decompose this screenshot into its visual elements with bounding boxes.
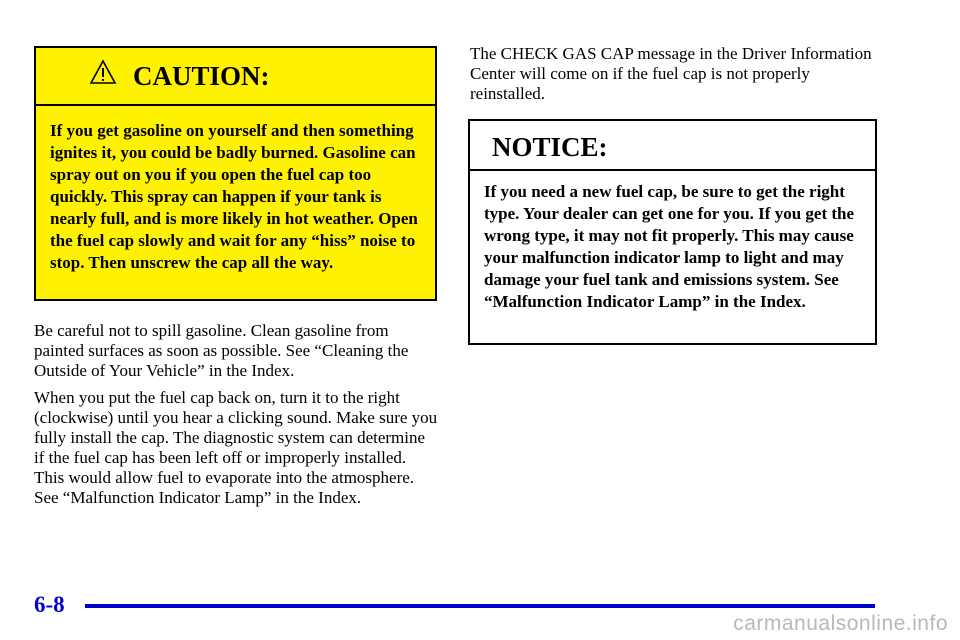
footer-rule [85,604,875,608]
paragraph-fuel-cap-install: When you put the fuel cap back on, turn it to the right (clockwise) until you hear a clicking sound. Make sure you fully install the cap. The diagnostic system can determine if the fuel cap has been left off or improperly installed. This would allow fuel to evaporate into the atmosphere. See “Malfunction Indicator Lamp” in the Index. [34,388,438,507]
caution-text: If you get gasoline on yourself and then something ignites it, you could be badly burned. Gasoline can spray out on you if you open the fuel cap too quickly. This spray can happen if your tank is nearly full, and is more likely in hot weather. Open the fuel cap slowly and wait for any “hiss” noise to stop. Then unscrew the cap all the way. [50,121,418,272]
warning-triangle-icon [89,59,117,85]
notice-text: If you need a new fuel cap, be sure to get the right type. Your dealer can get one for you. If you get the wrong type, it may not fit properly. This may cause your malfunction indicator lamp to light and may damage your fuel tank and emissions system. See “Malfunction Indicator Lamp” in the Index. [484,182,855,311]
caution-header [36,48,435,106]
paragraph-check-gas-cap: The CHECK GAS CAP message in the Driver Information Center will come on if the fuel cap is not properly reinstalled. [470,44,872,103]
caution-box [34,46,437,301]
notice-header [470,121,875,171]
notice-body [470,171,875,313]
page-number: 6-8 [34,592,65,617]
notice-box [468,119,877,345]
caution-title: CAUTION: [133,61,270,91]
notice-title: NOTICE: [492,132,608,162]
paragraph-spill-warning: Be careful not to spill gasoline. Clean gasoline from painted surfaces as soon as possible. See “Cleaning the Outside of Your Vehicle” in the Index. [34,321,409,380]
caution-body [36,106,435,299]
watermark: carmanualsonline.info [733,612,948,635]
